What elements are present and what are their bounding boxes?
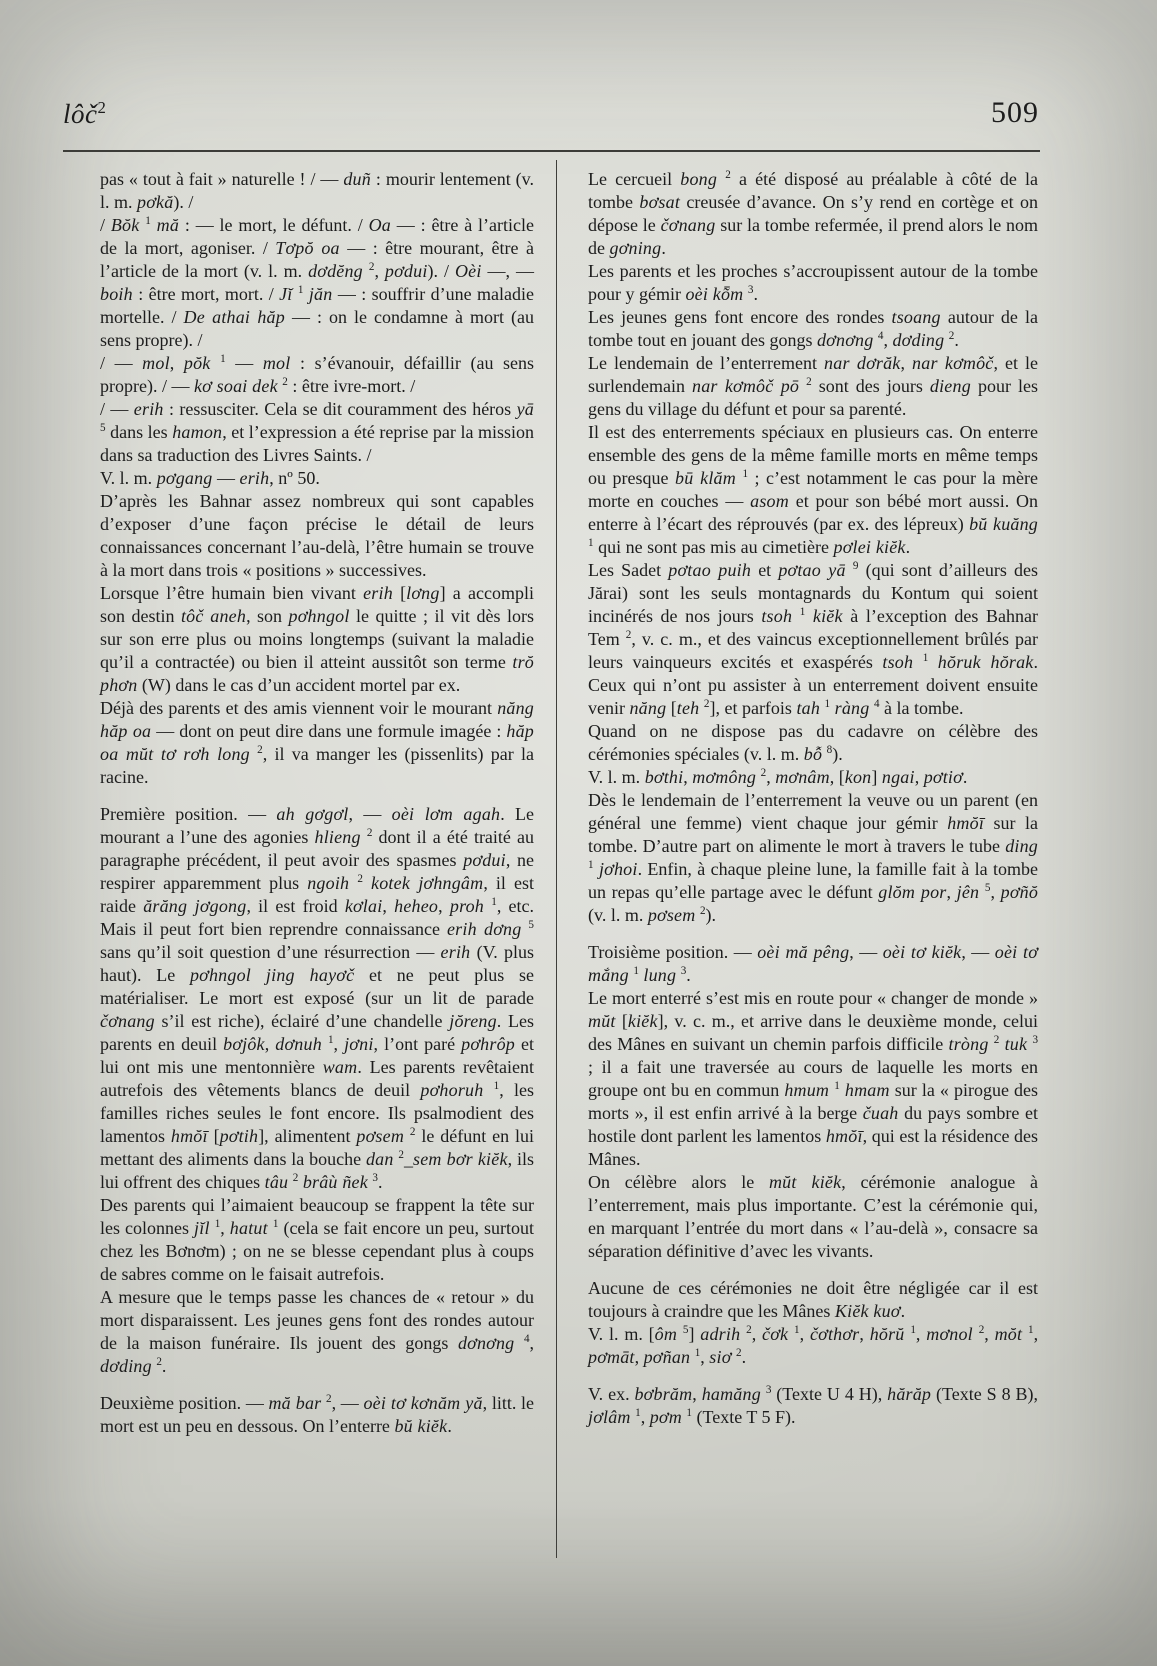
paragraph: D’après les Bahnar assez nombreux qui sont capables d’exposer d’une façon précise le détail de leurs connaissances concernant l’au-delà, l’être humain se trouve à la mort dans trois « positions » successives. bbox=[100, 491, 534, 580]
paragraph: Le lendemain de l’enterrement nar dơrăk, nar kơmôč, et le surlendemain nar kơmôč pō $^2$ sont des jours dieng pour les gens du village du défunt et pour sa parenté. bbox=[588, 353, 1039, 419]
paragraph: Il est des enterrements spéciaux en plusieurs cas. On enterre ensemble des gens de la même famille morts en même temps ou presque bū klăm $^1$ ; c’est notamment le cas pour la mère morte en couches — asom et pour son bébé mort aussi. On enterre à l’écart des réprouvés (par ex. des lépreux) bŭ kuăng $^1$ qui ne sont pas mis au cimetière pơlei kiĕk. bbox=[588, 422, 1039, 557]
paragraph: Les parents et les proches s’accroupissent autour de la tombe pour y gémir oèi kȭm $^3$. bbox=[588, 261, 1038, 304]
page-number: 509 bbox=[991, 96, 1039, 129]
paragraph: Quand on ne dispose pas du cadavre on célèbre des cérémonies spéciales (v. l. m. bỗ $^8$). bbox=[588, 721, 1038, 764]
paragraph: Deuxième position. — mă bar $^2$, — oèi tơ kơnăm yă, litt. le mort est un peu en dessous. On l’enterre bŭ kiĕk. bbox=[100, 1393, 534, 1436]
paragraph: Les jeunes gens font encore des rondes tsoang autour de la tombe tout en jouant des gongs dơnơng $^4$, dơding $^2$. bbox=[588, 307, 1038, 350]
paragraph: V. l. m. bơthi, mơmông $^2$, mơnâm, [kon] ngai, pơtiơ. bbox=[588, 767, 968, 787]
paragraph: V. l. m. pơgang — erih, nº 50. bbox=[100, 468, 320, 488]
paragraph: On célèbre alors le mŭt kiĕk, cérémonie analogue à l’enterrement, mais plus importante. C’est la cérémonie qui, en marquant l’entrée du mort dans « l’au-delà », consacre sa séparation définitive d’avec les vivants. bbox=[588, 1172, 1038, 1261]
paragraph: V. ex. bơbrăm, hamăng $^3$ (Texte U 4 H), hărăp (Texte S 8 B), jơlâm $^1$, pơm $^1$ (Texte T 5 F). bbox=[588, 1384, 1038, 1427]
text-columns bbox=[0, 168, 1157, 1666]
paragraph: Troisième position. — oèi mă pêng, — oèi tơ kiĕk, — oèi tơ mắng $^1$ lung $^3$. bbox=[588, 942, 1039, 985]
paragraph: A mesure que le temps passe les chances de « retour » du mort disparaissent. Les jeunes gens font des rondes autour de la maison funéraire. Ils jouent des gongs dơnơng $^4$, dơding $^2$. bbox=[100, 1287, 535, 1376]
paragraph: Le cercueil bong $^2$ a été disposé au préalable à côté de la tombe bơsat creusée d’avance. On s’y rend en cortège et on dépose le čơnang sur la tombe refermée, il prend alors le nom de gơning. bbox=[588, 169, 1039, 258]
paragraph: pas « tout à fait » naturelle ! / — duñ : mourir lentement (v. l. m. pơkă). / bbox=[100, 169, 534, 212]
paragraph: Première position. — ah gơgơl, — oèi lơm agah. Le mourant a l’une des agonies hlieng $^2$ dont il a été traité au paragraphe précédent, il peut avoir des spasmes pơdui, ne respirer apparemment plus ngoih $^2$ kotek jơhngâm, il est raide ărăng jơgong, il est froid kơlai, heheo, proh $^1$, etc. Mais il peut fort bien reprendre connaissance erih dơng $^5$ sans qu’il soit question d’une résurrection — erih (V. plus haut). Le pơhngol jing hayơč et ne peut plus se matérialiser. Le mort est exposé (sur un lit de parade čơnang s’il est riche), éclairé d’une chandelle jŏreng. Les parents en deuil bơjôk, dơnuh $^1$, jơni, l’ont paré pơhrôp et lui ont mis une mentonnière wam. Les parents revêtaient autrefois des vêtements blancs de deuil pơhoruh $^1$, les familles riches seules le font encore. Ils psalmodient des lamentos hmŏī [pơtih], alimentent pơsem $^2$ le défunt en lui mettant des aliments dans la bouche dan $^2$_sem bơr kiĕk, ils lui offrent des chiques tâu $^2$ brâù ñek $^3$. bbox=[100, 804, 535, 1192]
left-column bbox=[100, 168, 534, 1438]
page-header bbox=[63, 96, 1039, 130]
running-head: lôč$^2$ bbox=[63, 98, 107, 129]
paragraph: V. l. m. [ôm $^5$] adrih $^2$, čơk $^1$, čơthơr, hŏrŭ $^1$, mơnol $^2$, mŏt $^1$, pơmāt, pơñan $^1$, siơ $^2$. bbox=[588, 1324, 1039, 1367]
header-rule bbox=[63, 150, 1040, 152]
paragraph: Aucune de ces cérémonies ne doit être négligée car il est toujours à craindre que les Mânes Kiĕk kuơ. bbox=[588, 1278, 1038, 1321]
column-divider bbox=[556, 160, 557, 1558]
paragraph: Le mort enterré s’est mis en route pour « changer de monde » mŭt [kiĕk], v. c. m., et arrive dans le deuxième monde, celui des Mânes en suivant un chemin parfois difficile tròng $^2$ tuk $^3$ ; il a fait une traversée au cours de laquelle les morts en groupe ont bu en commun hmum $^1$ hmam sur la « pirogue des morts », il est enfin arrivé à la berge čuah du pays sombre et hostile dont parlent les lamentos hmŏī, qui est la résidence des Mânes. bbox=[588, 988, 1039, 1169]
paragraph: Des parents qui l’aimaient beaucoup se frappent la tête sur les colonnes jĭl $^1$, hatut $^1$ (cela se fait encore un peu, surtout chez les Bơnơm) ; on ne se blesse cependant plus à coups de sabres comme on le faisait autrefois. bbox=[100, 1195, 535, 1284]
paragraph: / — mol, pŏk $^1$ — mol : s’évanouir, défaillir (au sens propre). / — kơ soai dek $^2$ : être ivre-mort. / bbox=[100, 353, 535, 396]
paragraph: / Bŏk $^1$ mă : — le mort, le défunt. / Oa — : être à l’article de la mort, agoniser. / Tơpŏ oa — : être mourant, être à l’article de la mort (v. l. m. dơdĕng $^2$, pơdui). / Oèi —, — boih : être mort, mort. / Jĭ $^1$ jăn — : souffrir d’une maladie mortelle. / De athai hăp — : on le condamne à mort (au sens propre). / bbox=[100, 215, 535, 350]
paragraph: Les Sadet pơtao puih et pơtao yā $^9$ (qui sont d’ailleurs des Jărai) sont les seuls montagnards du Kontum qui soient incinérés de nos jours tsoh $^1$ kiĕk à l’exception des Bahnar Tem $^2$, v. c. m., et des vaincus exceptionnellement brûlés par leurs vainqueurs excités et exaspérés tsoh $^1$ hŏruk hŏrak. Ceux qui n’ont pu assister à un enterrement doivent ensuite venir năng [teh $^2$], et parfois tah $^1$ ràng $^4$ à la tombe. bbox=[588, 560, 1039, 718]
paragraph: Dès le lendemain de l’enterrement la veuve ou un parent (en général une femme) vient chaque jour gémir hmŏī sur la tombe. D’autre part on alimente le mort à travers le tube ding $^1$ jơhoi. Enfin, à chaque pleine lune, la famille fait à la tombe un repas qu’elle partage avec le défunt glŏm por, jên $^5$, pơñŏ (v. l. m. pơsem $^2$). bbox=[588, 790, 1039, 925]
right-column bbox=[588, 168, 1038, 1429]
paragraph: / — erih : ressusciter. Cela se dit couramment des héros yā $^5$ dans les hamon, et l’expression a été reprise par la mission dans sa traduction des Livres Saints. / bbox=[100, 399, 534, 465]
paragraph: Déjà des parents et des amis viennent voir le mourant năng hăp oa — dont on peut dire dans une formule imagée : hăp oa mŭt tơ rơh long $^2$, il va manger les (pissenlits) par la racine. bbox=[100, 698, 534, 787]
paragraph: Lorsque l’être humain bien vivant erih [lơng] a accompli son destin tôč aneh, son pơhngol le quitte ; il vit dès lors sur son erre plus ou moins longtemps (suivant la maladie qu’il a contractée) ou bien il atteint aussitôt son terme trŏ phơn (W) dans le cas d’un accident mortel par ex. bbox=[100, 583, 534, 695]
